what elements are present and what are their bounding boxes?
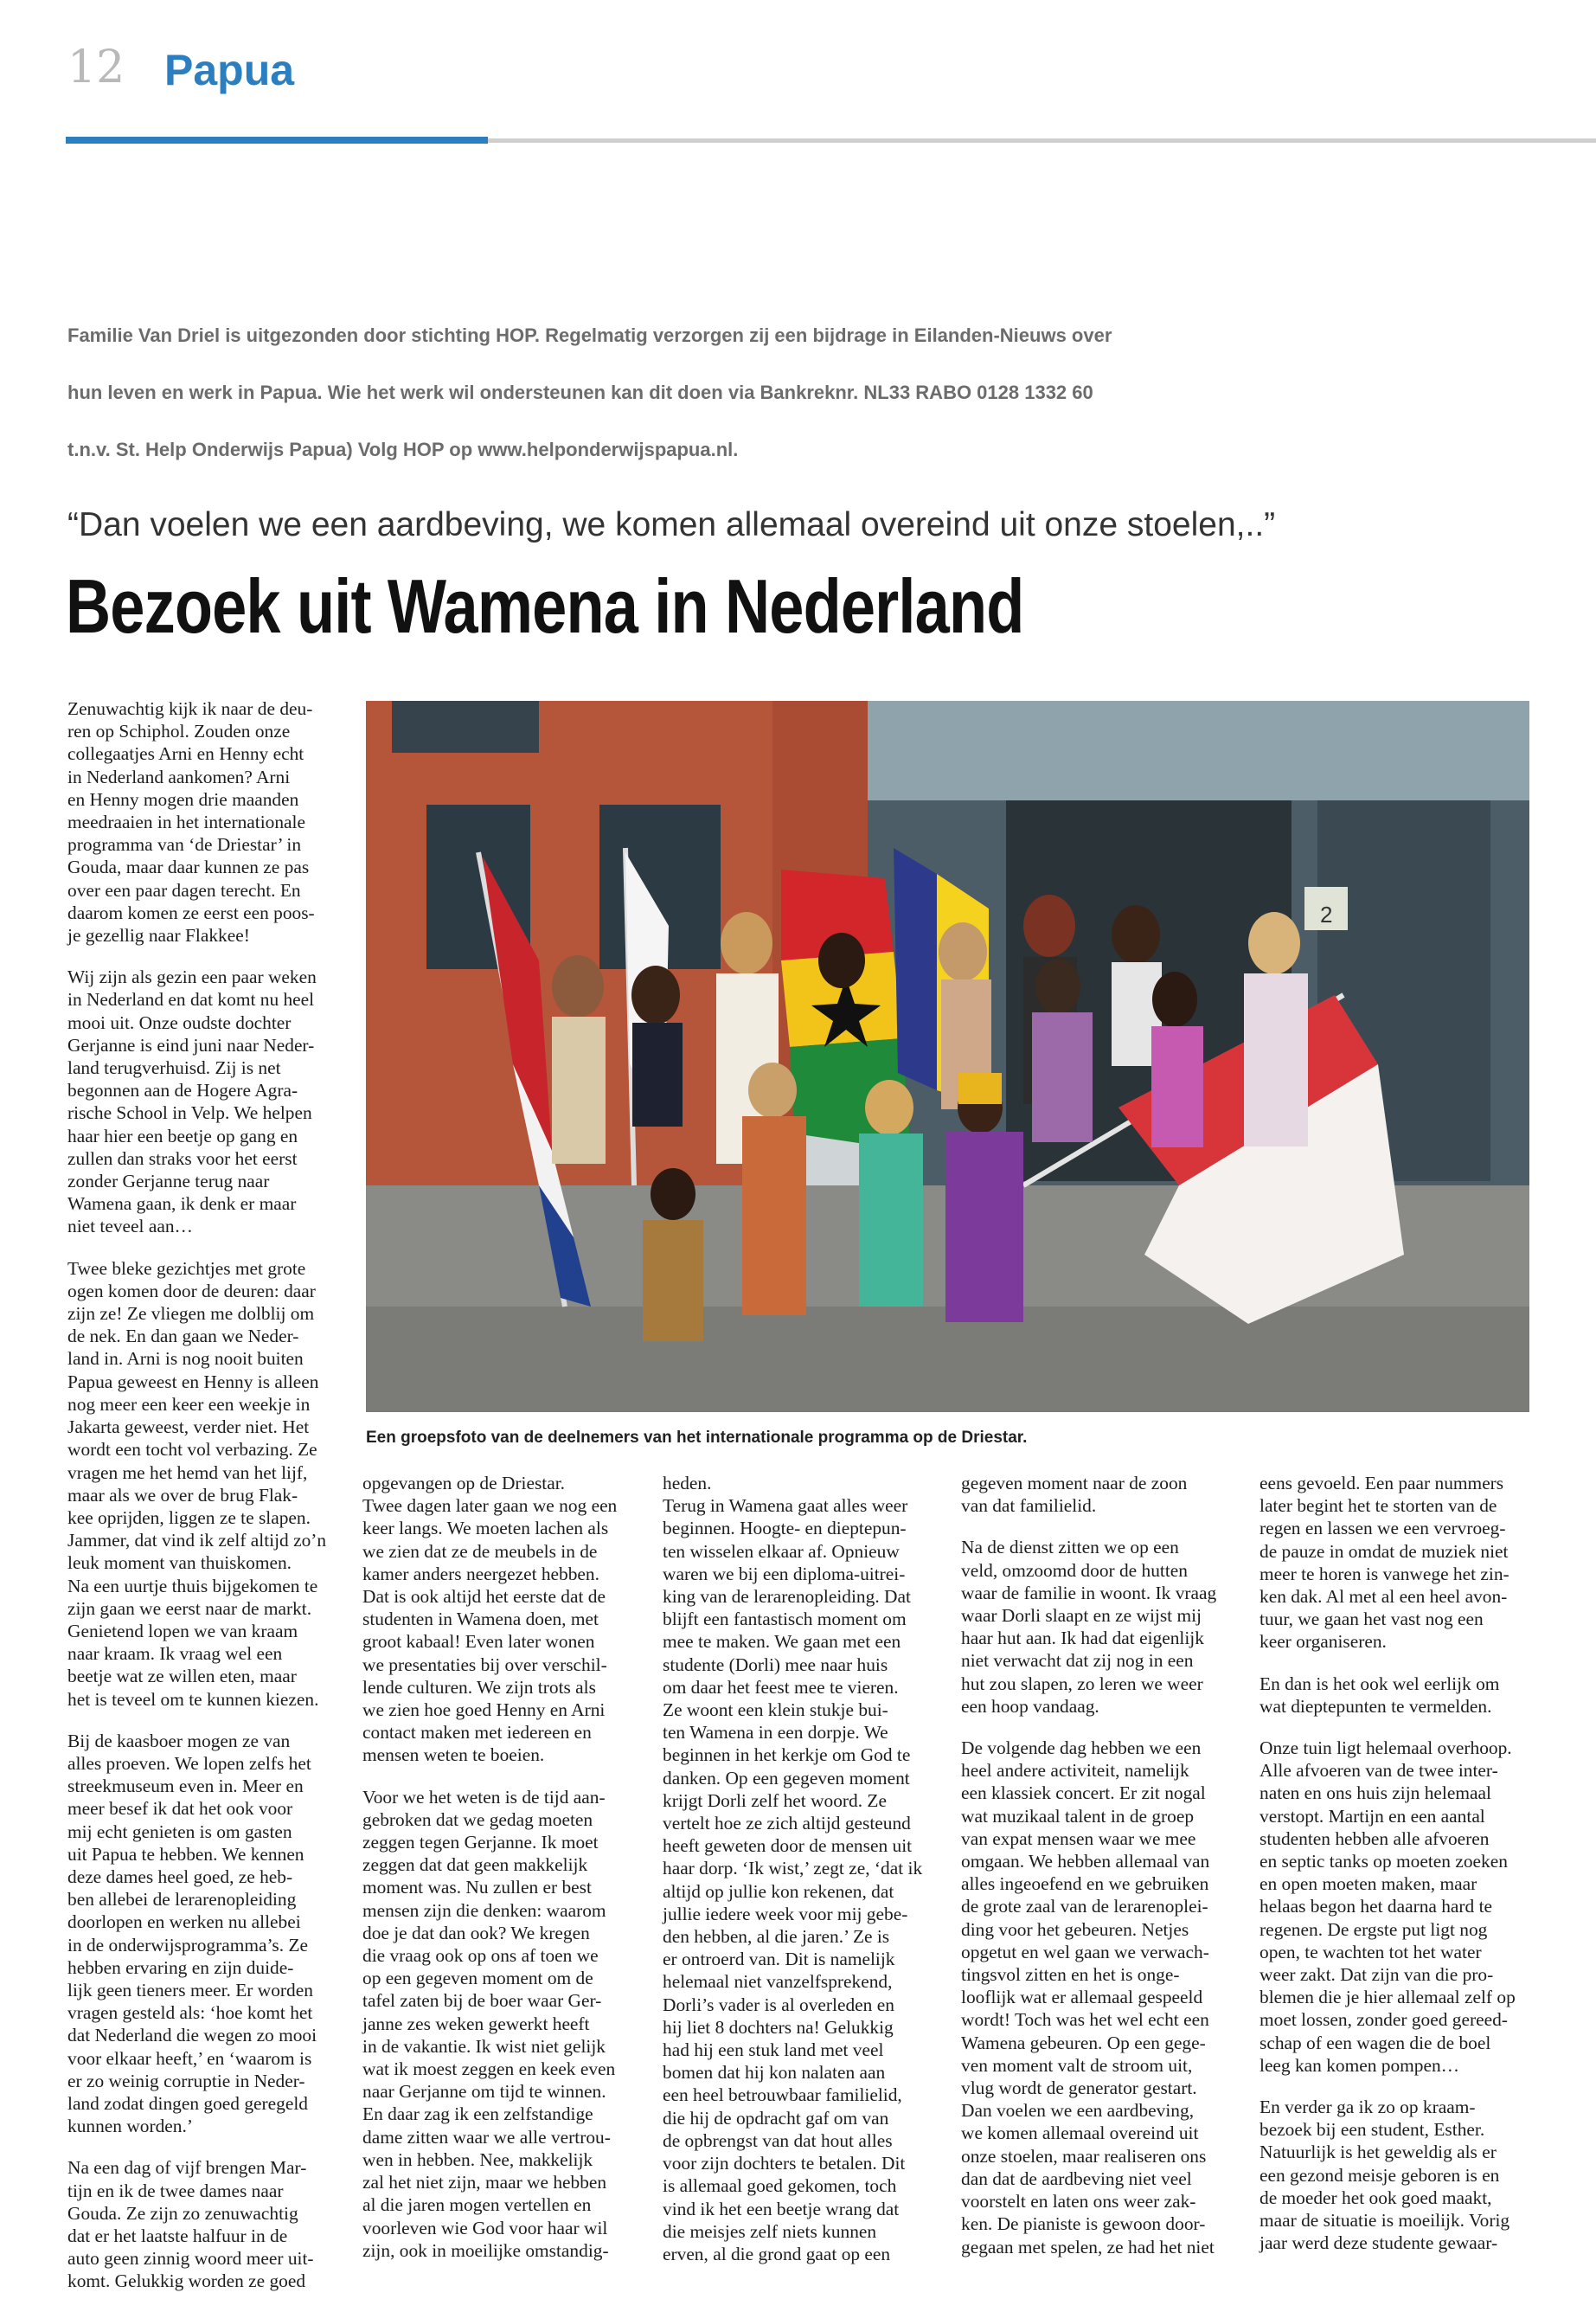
person	[818, 933, 865, 988]
person	[552, 955, 604, 1018]
facade-panel	[868, 701, 1529, 800]
person	[1023, 895, 1075, 957]
article-column-2	[362, 1472, 638, 2281]
person	[742, 1116, 806, 1315]
person	[1244, 973, 1308, 1146]
paragraph: Wij zijn als gezin een paar weken in Nederland en dat komt nu heel mooi uit. Onze oudste dochter Gerjanne is eind juni naar Neder- land terugverhuisd. Zij is net begonnen aan de Hogere Agra- rische School in Velp. We helpen haar hier een beetje op gang en zullen dan straks voor het eerst zonder Gerjanne terug naar Wamena gaan, ik denk er maar niet teveel aan…	[67, 967, 317, 1237]
paragraph: En dan is het ook wel eerlijk om wat dieptepunten te vermelden.	[1259, 1673, 1500, 1717]
person	[748, 1063, 797, 1118]
intro-line: t.n.v. St. Help Onderwijs Papua) Volg HOP op www.helponderwijspapua.nl.	[67, 439, 739, 460]
person	[631, 966, 680, 1024]
person	[1248, 912, 1300, 974]
paragraph: Onze tuin ligt helemaal overhoop. Alle afvoeren van de twee inter- naten en ons huis zijn helemaal verstopt. Martijn en een aantal studenten hebben alle afvoeren en septic tanks op moeten zoeken en open moeten maken, maar helaas begon het daarna hard te regenen. De ergste put ligt nog open, te wachten tot het water weer zakt. Dat zijn van die pro- blemen die je hier allemaal zelf op moet lossen, zonder goed gereed- schap of een wagen die de boel leeg kan komen pompen…	[1259, 1737, 1516, 2076]
intro-text	[67, 307, 1227, 478]
article-column-3	[663, 1472, 938, 2284]
intro-line: hun leven en werk in Papua. Wie het werk wil ondersteunen kan dit doen via Bankreknr. NL33 RABO 0128 1332 60	[67, 382, 1093, 403]
person	[1152, 972, 1197, 1027]
header-accent-rule	[66, 137, 488, 144]
paragraph: Na een dag of vijf brengen Mar- tijn en ik de twee dames naar Gouda. Ze zijn zo zenuwachtig dat er het laatste halfuur in de auto geen zinnig woord meer uit- komt. Gelukkig worden ze goed	[67, 2157, 314, 2292]
page-number: 12	[67, 42, 125, 93]
pavement-shade	[366, 1307, 1529, 1412]
group-photo	[366, 701, 1529, 1412]
paragraph: Zenuwachtig kijk ik naar de deu- ren op Schiphol. Zouden onze collegaatjes Arni en Henny echt in Nederland aankomen? Arni en Henny mogen drie maanden meedraaien in het internationale programma van ‘de Driestar’ in Gouda, maar daar kunnen ze pas over een paar dagen terecht. En daarom komen ze eerst een poos- je gezellig naar Flakkee!	[67, 698, 315, 947]
flag-blue	[894, 848, 937, 1090]
paragraph: opgevangen op de Driestar. Twee dagen later gaan we nog een keer langs. We moeten lachen als we zien dat ze de meubels in de kamer anders neergezet hebben. Dat is ook altijd het eerste dat de studenten in Wamena doen, met groot kabaal! Even later wonen we presentaties bij over verschil- lende culturen. We zijn trots als we zien hoe goed Henny en Arni contact maken met iedereen en mensen weten te boeien.	[362, 1473, 618, 1766]
pull-quote: “Dan voelen we een aardbeving, we komen allemaal overeind uit onze stoelen,..”	[67, 506, 1276, 543]
person	[958, 1073, 1002, 1104]
article-column-1	[67, 697, 341, 2312]
person	[632, 1023, 683, 1127]
person	[1035, 959, 1080, 1014]
article-column-5	[1259, 1472, 1535, 2274]
person	[651, 1168, 695, 1220]
person	[1151, 1026, 1203, 1147]
paragraph: Voor we het weten is de tijd aan- gebroken dat we gedag moeten zeggen tegen Gerjanne. Ik moet zeggen dat dat geen makkelijk moment was. Nu zullen er best mensen zijn die denken: waarom doe je dat dan ook? We kregen die vraag ook op ons af toen we op een gegeven moment om de tafel zaten bij de boer waar Ger- janne zes weken gewerkt heeft in de vakantie. Ik wist niet gelijk wat ik moest zeggen en keek even naar Gerjanne om tijd te winnen. En daar zag ik een zelfstandige dame zitten waar we alle vertrou- wen in hebben. Nee, makkelijk zal het niet zijn, maar we hebben al die jaren mogen vertellen en voorleven wie God voor haar wil zijn, ook in moeilijke omstandig-	[362, 1786, 616, 2261]
paragraph: Na de dienst zitten we op een veld, omzoomd door de hutten waar de familie in woont. Ik vraag waar Dorli slaapt en ze wijst mij haar hut aan. Ik had dat eigenlijk niet verwacht dat zij nog in een hut zou slapen, zo leren we weer een hoop vandaag.	[961, 1537, 1217, 1717]
article-headline: Bezoek uit Wamena in Nederland	[66, 563, 1024, 649]
person	[1032, 1012, 1093, 1142]
person	[945, 1132, 1023, 1322]
paragraph: eens gevoeld. Een paar nummers later begint het te storten van de regen en lassen we een vervroeg- de pauze in omdat de muziek niet meer te horen is vanwege het zin- ken dak. Al met al een heel avon- tuur, we gaan het vast nog een keer organiseren.	[1259, 1473, 1509, 1653]
section-title: Papua	[164, 46, 295, 94]
person	[865, 1080, 913, 1135]
person	[552, 1017, 606, 1164]
person	[1112, 905, 1160, 964]
window	[392, 701, 539, 753]
article-column-4	[961, 1472, 1236, 2277]
header-rule	[488, 138, 1596, 143]
paragraph: Twee bleke gezichtjes met grote ogen komen door de deuren: daar zijn ze! Ze vliegen me dolblij om de nek. En dan gaan we Neder- land in. Arni is nog nooit buiten Papua geweest en Henny is alleen nog meer een keer een weekje in Jakarta geweest, verder niet. Het wordt een tocht vol verbazing. Ze vragen me het hemd van het lijf, maar als we over de brug Flak- kee oprijden, liggen ze te slapen. Jammer, dat vind ik zelf altijd zo’n leuk moment van thuiskomen. Na een uurtje thuis bijgekomen te zijn gaan we eerst naar de markt. Genietend lopen we van kraam naar kraam. Ik vraag wel een beetje wat ze willen eten, maar het is teveel om te kunnen kiezen.	[67, 1257, 327, 1710]
person	[721, 912, 772, 974]
sign-number: 2	[1320, 902, 1333, 928]
photo-caption: Een groepsfoto van de deelnemers van het internationale programma op de Driestar.	[366, 1429, 1028, 1447]
paragraph: Bij de kaasboer mogen ze van alles proeven. We lopen zelfs het streekmuseum even in. Meer en meer besef ik dat het ook voor mij echt genieten is om gasten uit Papua te hebben. We kennen deze dames heel goed, ze heb- ben allebei de lerarenopleiding doorlopen en werken nu allebei in de onderwijsprogramma’s. Ze hebben ervaring en zijn duide- lijk geen tieners meer. Er worden vragen gesteld als: ‘hoe komt het dat Nederland die wegen zo mooi voor elkaar heeft,’ en ‘waarom is er zo weinig corruptie in Neder- land zodat dingen goed geregeld kunnen worden.’	[67, 1730, 317, 2137]
paragraph: En verder ga ik zo op kraam- bezoek bij een student, Esther. Natuurlijk is het geweldig als er een gezond meisje geboren is en de moeder het ook goed maakt, maar de situatie is moeilijk. Vorig jaar werd deze studente gewaar-	[1259, 2097, 1510, 2254]
paragraph: gegeven moment naar de zoon van dat familielid.	[961, 1473, 1188, 1517]
paragraph: De volgende dag hebben we een heel andere activiteit, namelijk een klassiek concert. Er zit nogal wat muzikaal talent in de groep van expat mensen waar we mee omgaan. We hebben allemaal van alles ingeoefend en we gebruiken de grote zaal van de lerarenoplei- ding voor het gebeuren. Netjes opgetut en wel gaan we verwach- tingsvol zitten en het is onge- looflijk wat er allemaal gespeeld wordt! Toch was het wel echt een Wamena gebeuren. Op een gege- ven moment valt de stroom uit, vlug wordt de generator gestart. Dan voelen we een aardbeving, we komen allemaal overeind uit onze stoelen, maar realiseren ons dan dat de aardbeving niet veel voorstelt en laten ons weer zak- ken. De pianiste is gewoon door- gegaan met spelen, ze had het niet	[961, 1737, 1215, 2257]
paragraph: heden. Terug in Wamena gaat alles weer beginnen. Hoogte- en dieptepun- ten wisselen elkaar af. Opnieuw waren we bij een diploma-uitrei- king van de lerarenopleiding. Dat blijft een fantastisch moment om mee te maken. We gaan met een studente (Dorli) mee naar huis om daar het feest mee te vieren. Ze woont een klein stukje bui- ten Wamena in een dorpje. We beginnen in het kerkje om God te danken. Op een gegeven moment krijgt Dorli zelf het woord. Ze vertelt hoe ze zich altijd gesteund heeft geweten door de mensen uit haar dorp. ‘Ik wist,’ zegt ze, ‘dat ik altijd op jullie kon rekenen, dat jullie iedere week voor mij gebe- den hebben, al die jaren.’ Ze is er ontroerd van. Dit is namelijk helemaal niet vanzelfsprekend, Dorli’s vader is al overleden en hij liet 8 dochters na! Gelukkig had hij een stuk land met veel bomen dat hij kon nalaten aan een heel betrouwbaar familielid, die hij de opdracht gaf om van de opbrengst van dat hout alles voor zijn dochters te betalen. Dit is allemaal goed gekomen, toch vind ik het een beetje wrang dat die meisjes zelf niets kunnen erven, al die grond gaat op een	[663, 1473, 923, 2264]
person	[859, 1134, 923, 1307]
intro-line: Familie Van Driel is uitgezonden door stichting HOP. Regelmatig verzorgen zij een bijdrage in Eilanden-Nieuws over	[67, 324, 1112, 346]
person	[643, 1220, 703, 1341]
person	[939, 922, 987, 981]
